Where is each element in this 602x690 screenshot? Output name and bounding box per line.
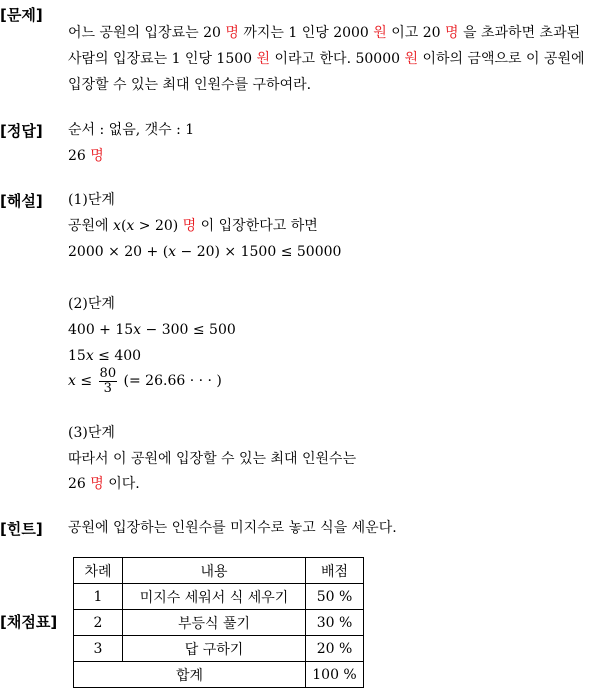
rubric-header-content: 내용 <box>123 558 306 584</box>
problem-label: [문제] <box>0 6 43 24</box>
answer-label: [정답] <box>0 122 43 140</box>
rubric-cell-order: 2 <box>74 610 123 636</box>
rubric-label: [채점표] <box>0 613 58 631</box>
table-row <box>74 636 364 662</box>
rubric-cell-order: 1 <box>74 584 123 610</box>
equation-3: 15x ≤ 400 <box>68 348 142 364</box>
rubric-cell-score: 30 % <box>306 610 364 636</box>
equation-4: x ≤ $\frac{80}{3}$ (= 26.66 · · · ) <box>68 365 222 396</box>
rubric-header-score: 배점 <box>306 558 364 584</box>
rubric-cell-content: 답 구하기 <box>123 636 306 662</box>
solution-step-1-text: 공원에 x(x > 20) 명 이 입장한다고 하면 <box>68 218 318 234</box>
hint-label: [힌트] <box>0 520 43 538</box>
solution-step-3-text: 따라서 이 공원에 입장할 수 있는 최대 인원수는 <box>68 451 357 467</box>
solution-step-3-conclusion: 26 명 이다. <box>68 476 140 492</box>
rubric-header-row <box>74 558 364 584</box>
rubric-header-order: 차례 <box>74 558 123 584</box>
problem-line-3: 입장할 수 있는 최대 인원수를 구하여라. <box>68 77 312 93</box>
rubric-cell-order: 3 <box>74 636 123 662</box>
rubric-cell-content: 부등식 풀기 <box>123 610 306 636</box>
problem-line-2: 사람의 입장료는 1 인당 1500 원 이라고 한다. 50000 원 이하의 금액으로 이 공원에 <box>68 51 585 67</box>
rubric-cell-score: 20 % <box>306 636 364 662</box>
hint-text: 공원에 입장하는 인원수를 미지수로 놓고 식을 세운다. <box>68 520 397 536</box>
problem-line-1: 어느 공원의 입장료는 20 명 까지는 1 인당 2000 원 이고 20 명 을 초과하면 초과된 <box>68 25 581 41</box>
equation-1: 2000 × 20 + (x − 20) × 1500 ≤ 50000 <box>68 244 342 260</box>
fraction-80-over-3: $\frac{80}{3}$ <box>99 365 117 396</box>
rubric-total-row <box>74 662 364 688</box>
rubric-table <box>73 557 364 688</box>
rubric-total-value: 100 % <box>306 662 364 688</box>
solution-step-2: (2)단계 <box>68 296 115 312</box>
rubric-cell-score: 50 % <box>306 584 364 610</box>
equation-2: 400 + 15x − 300 ≤ 500 <box>68 322 236 338</box>
table-row <box>74 610 364 636</box>
answer-value: 26 명 <box>68 148 104 164</box>
solution-label: [해설] <box>0 192 43 210</box>
answer-order-count: 순서 : 없음, 갯수 : 1 <box>68 122 195 138</box>
rubric-cell-content: 미지수 세워서 식 세우기 <box>123 584 306 610</box>
rubric-total-label: 합계 <box>74 662 306 688</box>
solution-step-1: (1)단계 <box>68 192 115 208</box>
table-row <box>74 584 364 610</box>
solution-step-3: (3)단계 <box>68 425 115 441</box>
